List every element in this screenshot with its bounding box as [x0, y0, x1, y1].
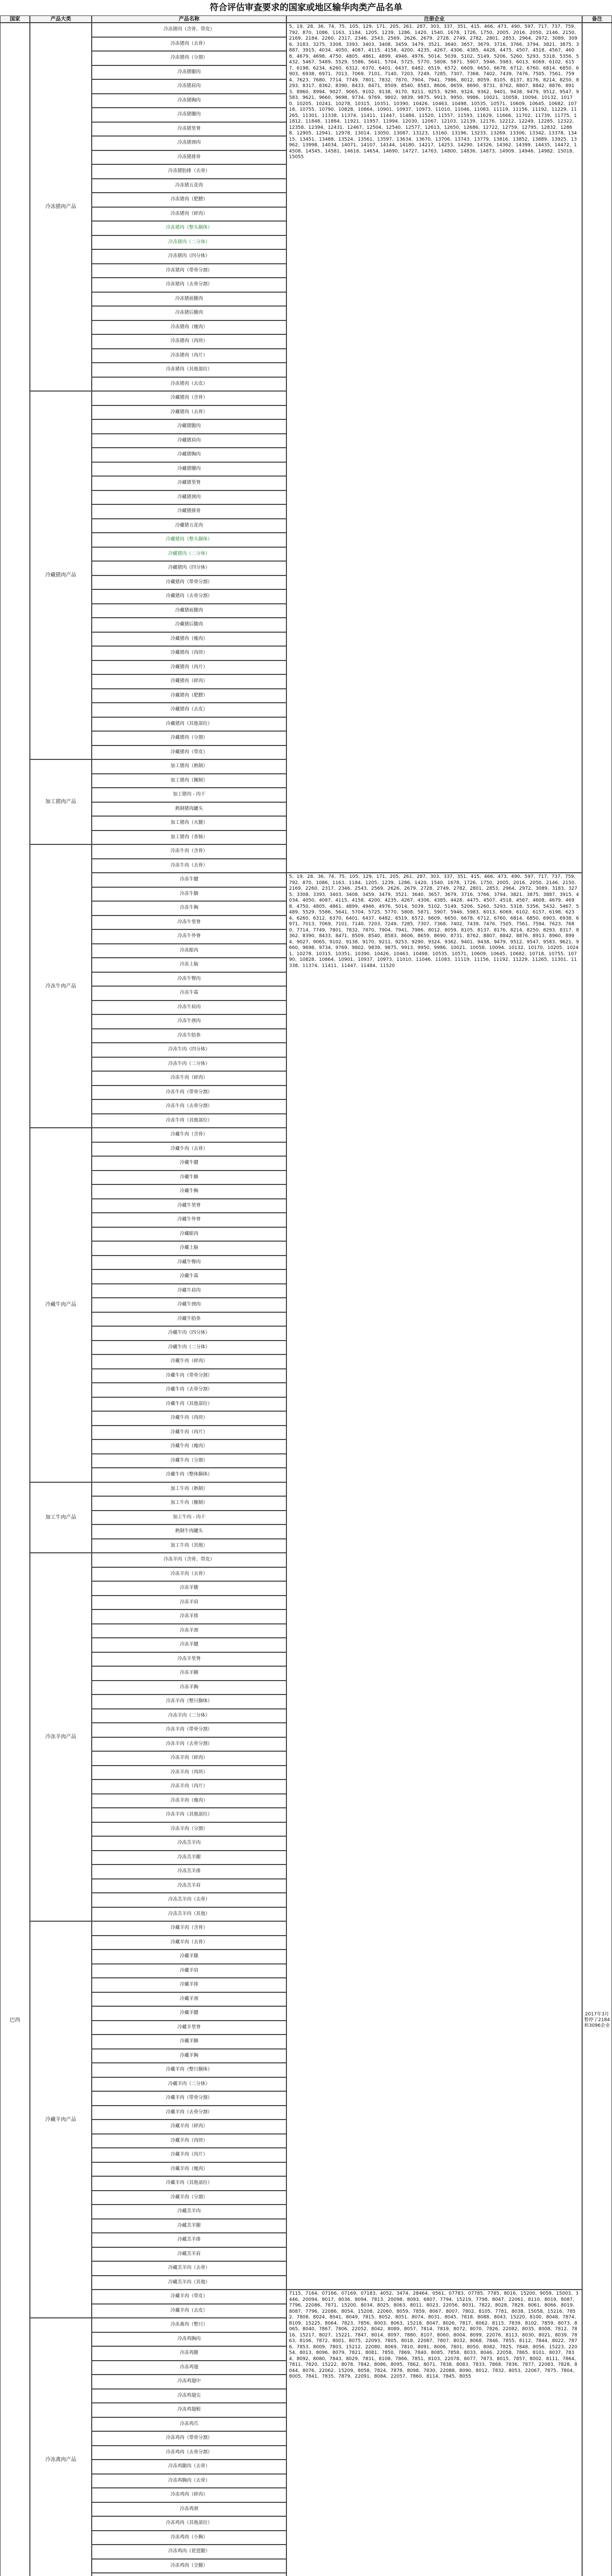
product-name-cell: 冷冻猪肋排（去骨）: [92, 164, 286, 179]
product-name-cell: 冷冻牛肩肉: [92, 1001, 286, 1015]
product-name-cell: 冷冻羔羊排: [92, 1865, 286, 1879]
product-name-cell: 冷冻猪胸肉: [92, 94, 286, 108]
product-name-cell: 冷冻羊腿: [92, 1581, 286, 1596]
category-cell: 冷冻牛肉产品: [30, 844, 92, 1128]
product-name-cell: 冷冻鸡翅尖: [92, 2389, 286, 2403]
product-name-cell: 冷藏羊肉（去骨）: [92, 1936, 286, 1950]
product-name-cell: 冷冻猪肉（肉块）: [92, 334, 286, 349]
product-name-cell: 冷藏猪肉（带皮）: [92, 745, 286, 760]
product-name-cell: [92, 2573, 286, 2576]
product-name-cell: 冷藏羊排: [92, 1978, 286, 1992]
product-name-cell: 冷藏羊肉（碎肉）: [92, 2120, 286, 2134]
product-name-cell: 冷冻羊腱: [92, 1638, 286, 1652]
product-name-cell: 冷冻猪五花肉: [92, 179, 286, 193]
product-name-cell: 冷冻猪腰肉: [92, 108, 286, 122]
product-name-cell: 冷冻猪里脊: [92, 122, 286, 137]
product-name-cell: 冷冻牛外脊: [92, 929, 286, 944]
product-name-cell: 冷藏猪肉（整头胴体）: [92, 533, 286, 547]
product-name-cell: 冷藏牛肉（含骨）: [92, 1128, 286, 1142]
product-name-cell: 冷冻羔羊腿: [92, 1851, 286, 1865]
product-name-cell: 冷藏猪肉（瘦肉）: [92, 632, 286, 647]
product-name-cell: 冷藏羊腿: [92, 1950, 286, 1964]
category-cell: 加工牛肉产品: [30, 1482, 92, 1553]
product-name-cell: 冷藏羊肩: [92, 1964, 286, 1978]
product-name-cell: 冷藏猪肩肉: [92, 434, 286, 448]
product-name-cell: 冷藏牛臀肉: [92, 1256, 286, 1270]
product-name-cell: 冷冻羊肉（其他部位）: [92, 1808, 286, 1822]
product-name-cell: 冷藏羊腩: [92, 2035, 286, 2049]
product-name-cell: 冷藏猪肉（带骨分割）: [92, 575, 286, 590]
product-name-cell: 冷藏牛肉（去骨）: [92, 1142, 286, 1157]
product-name-cell: 加工牛肉（腌制）: [92, 1496, 286, 1511]
product-name-cell: 冷冻猪肉（肥膘）: [92, 193, 286, 207]
product-name-cell: 冷冻牛腩: [92, 887, 286, 902]
product-name-cell: 加工牛肉（其他）: [92, 1539, 286, 1553]
product-name-cell: 冷冻猪肉（肉片）: [92, 349, 286, 363]
product-name-cell: 冷藏牛肩肉: [92, 1284, 286, 1298]
product-name-cell: 冷冻羊肉（带骨分割）: [92, 1723, 286, 1737]
product-name-cell: 冷冻牛肉（含骨）: [92, 844, 286, 859]
product-name-cell: 冷冻羔羊肉: [92, 1836, 286, 1851]
product-name-cell: 冷藏羊颈: [92, 1992, 286, 2007]
product-name-cell: 冷藏猪肉（去皮）: [92, 703, 286, 717]
product-name-cell: 冷藏羊肉（带骨分割）: [92, 2091, 286, 2106]
category-cell: 冷冻禽肉产品: [30, 2318, 92, 2576]
product-name-cell: 冷冻羊腩: [92, 1666, 286, 1681]
product-name-cell: 熟制牛肉罐头: [92, 1524, 286, 1539]
product-name-cell: 冷冻猪排骨: [92, 150, 286, 165]
product-name-cell: 加工猪肉（熟制）: [92, 759, 286, 774]
category-cell: 加工猪肉产品: [30, 759, 92, 844]
product-name-cell: 冷冻猪颈肉: [92, 136, 286, 150]
product-name-cell: 冷冻羔羊肉（其他）: [92, 1907, 286, 1922]
product-name-cell: 冷藏猪肉（含骨）: [92, 391, 286, 405]
product-name-cell: 冷藏猪前腿肉: [92, 604, 286, 618]
product-name-cell: 冷藏猪里脊: [92, 476, 286, 490]
product-name-cell: 冷冻猪肉（整头胴体）: [92, 221, 286, 235]
product-name-cell: 冷藏羔羊排: [92, 2233, 286, 2247]
category-cell: 冷冻猪肉产品: [30, 23, 92, 391]
product-name-cell: 冷藏羊肉（其他部位）: [92, 2176, 286, 2191]
product-name-cell: 冷冻牛肉（碎肉）: [92, 1071, 286, 1086]
product-name-cell: 冷藏猪胸肉: [92, 448, 286, 462]
product-name-cell: 冷藏猪肉（分割）: [92, 731, 286, 745]
product-name-cell: 冷藏羊里脊: [92, 2021, 286, 2035]
product-name-cell: 冷冻鸡腿: [92, 2346, 286, 2361]
product-name-cell: 冷藏牛腱: [92, 1156, 286, 1171]
product-name-cell: 冷藏猪肉（肉片）: [92, 660, 286, 675]
product-name-cell: 冷藏猪肉（去骨）: [92, 405, 286, 420]
product-name-cell: 冷藏牛肉（去骨分割）: [92, 1383, 286, 1397]
product-name-cell: 冷藏羊肉（去骨分割）: [92, 2106, 286, 2120]
product-name-cell: 冷藏羊肉（二分体）: [92, 2077, 286, 2092]
product-name-cell: 冷藏牛肉（肉块）: [92, 1411, 286, 1426]
product-name-cell: 冷冻猪肉（其他部位）: [92, 363, 286, 377]
product-name-cell: 冷藏猪五花肉: [92, 519, 286, 533]
product-name-cell: 冷藏猪颈肉: [92, 490, 286, 505]
product-name-cell: 冷冻羊胸: [92, 1681, 286, 1695]
product-name-cell: 冷藏羔羊肉（去骨）: [92, 2261, 286, 2276]
category-cell: 冷藏羊肉产品: [30, 1921, 92, 2318]
product-name-cell: 冷藏牛肉（瘦肉）: [92, 1439, 286, 1454]
product-name-cell: 冷冻鸡肉（去骨分割）: [92, 2446, 286, 2460]
product-name-cell: 冷冻羊肩: [92, 1596, 286, 1610]
product-name-cell: 冷冻牛肉（其他部位）: [92, 1114, 286, 1128]
product-name-cell: 冷冻鸡肉（全腿）: [92, 2559, 286, 2573]
product-name-cell: 冷冻鸡肉（碎肉）: [92, 2488, 286, 2502]
product-name-cell: 冷藏羊肉（分割）: [92, 2191, 286, 2205]
product-name-cell: 冷藏羔羊腿: [92, 2219, 286, 2233]
category-cell: 冷藏猪肉产品: [30, 391, 92, 759]
product-name-cell: 冷藏猪肉（四分体）: [92, 561, 286, 575]
product-name-cell: 冷冻牛霖: [92, 986, 286, 1001]
enterprise-codes-cell: 5、19、28、36、74、75、105、129、171、205、261、287、303、337、351、415、466、473、490、597、717、737、759、792、870、1086、1163、1184、1205、1239、1286、1420、1540、1678、1726、1750、2005、2016、2050、2146、2150、2169、2260、2317、2346、2543、2569、2626、2679、2728、2749、2782、2801、2853、2964、2972、3089、3183、3275、3308、3393、3403、3408、3459、3479、3521、3640、3657、3679、3716、3766、3794、3821、3875、3887、3915、4034、4050、4087、4115、4158、4200、4235、4267、4306、4385、4428、4475、4507、4518、4567、4608、4679、4698、4750、4805、4861、4899、4946、4976、5014、5039、5102、5149、5206、5260、5293、5318、5356、5432、5467、5489、5529、5586、5641、5704、5725、5770、5808、5871、5907、5946、5983、6013、6069、6102、6157、6198、6234、6260、6312、6370、6401、6437、6482、6519、6572、6609、6650、6678、6712、6760、6814、6850、6903、6938、6971、7013、7069、7101、7140、7203、7249、7285、7307、7368、7402、7439、7476、7505、7561、7594、7623、7680、7714、7749、7801、7832、7870、7904、7941、7986、8012、8059、8105、8137、8176、8214、8250、8293、8317、8362、8390、8433、8471、8509、8540、8583、8606、8659、8690、8731、8762、8807、8842、8876、8913、8960、8994、9027、9065、9102、9138、9170、9211、9253、9290、9324、9362、9401、9438、9479、9512、9547、9583、9621、9660、9698、9734、9769、9802、9839、9875、9913、9950、9986、10021、10058、10094、10132、10170、10205、10241、10278、10315、10351、10390、10426、10463、10498、10535、10571、10609、10645、10682、10718、10755、10790、10828、10864、10901、10937、10973、11010、11046、11083、11119、11156、11192、11229、11265、11301、11338、11374、11411、11447、11484、11520: [286, 873, 582, 2290]
header-product-category: 产品大类: [30, 15, 92, 23]
product-name-cell: 冷藏猪腿肉: [92, 419, 286, 434]
product-name-cell: 冷藏眼肉: [92, 1227, 286, 1242]
remark-cell: 2017年3月暂停了2184和3096企业: [582, 23, 612, 2576]
product-name-cell: 冷冻鸡胸肉: [92, 2332, 286, 2347]
product-name-cell: 冷冻鸡肉（带骨分割）: [92, 2431, 286, 2446]
product-name-cell: 冷藏羊肉（去皮）: [92, 2304, 286, 2318]
product-name-cell: 加工牛肉（熟制）: [92, 1482, 286, 1497]
category-cell: 冷藏牛肉产品: [30, 1128, 92, 1482]
product-name-cell: 冷藏牛肉（肉片）: [92, 1426, 286, 1440]
product-name-cell: 冷藏羔羊肩: [92, 2247, 286, 2262]
product-name-cell: 加工猪肉（腌制）: [92, 774, 286, 788]
product-name-cell: 冷冻牛胸: [92, 901, 286, 916]
product-name-cell: 冷冻牛肉（二分体）: [92, 1057, 286, 1072]
product-name-cell: 冷藏猪排骨: [92, 504, 286, 519]
product-name-cell: 冷藏羊腱: [92, 2006, 286, 2021]
product-name-cell: 冷藏牛肉（整体胴体）: [92, 1468, 286, 1482]
product-name-cell: 冷冻牛腱: [92, 873, 286, 887]
product-name-cell: 冷藏牛肉（带骨分割）: [92, 1369, 286, 1383]
product-name-cell: 冷冻羊肉（瘦肉）: [92, 1794, 286, 1808]
page-title: 符合评估审查要求的国家或地区输华肉类产品名单: [210, 3, 402, 13]
product-name-cell: 冷藏上脑: [92, 1241, 286, 1256]
product-name-cell: 冷冻鸡翅: [92, 2361, 286, 2375]
product-name-cell: 冷冻羊肉（分割）: [92, 1822, 286, 1837]
product-name-cell: 冷冻鸡肉（小胸）: [92, 2531, 286, 2545]
product-name-cell: 冷冻羊肉（碎肉）: [92, 1751, 286, 1766]
product-name-cell: 冷藏猪肉（其他部位）: [92, 717, 286, 732]
product-name-cell: 冷冻猪肉（二分体）: [92, 235, 286, 250]
product-name-cell: 冷藏羊肉（瘦肉）: [92, 2162, 286, 2177]
product-name-cell: 熟制猪肉罐头: [92, 802, 286, 817]
enterprise-codes-cell: 5、19、28、36、74、75、105、129、171、205、261、287、303、337、351、415、466、473、490、597、717、737、759、792、870、1086、1163、1184、1205、1239、1286、1420、1540、1678、1726、1750、2005、2016、2050、2146、2150、2169、2184、2260、2317、2346、2543、2569、2626、2679、2728、2749、2782、2801、2853、2964、2972、3089、3096、3183、3275、3308、3393、3403、3408、3459、3479、3521、3640、3657、3679、3716、3766、3794、3821、3875、3887、3915、4034、4050、4087、4115、4158、4200、4235、4267、4306、4385、4428、4475、4507、4518、4567、4608、4679、4698、4750、4805、4861、4899、4946、4976、5014、5039、5102、5149、5206、5260、5293、5318、5356、5432、5467、5489、5529、5586、5641、5704、5725、5770、5808、5871、5907、5946、5983、6013、6069、6102、6157、6198、6234、6260、6312、6370、6401、6437、6482、6519、6572、6609、6650、6678、6712、6760、6814、6850、6903、6938、6971、7013、7069、7101、7140、7203、7249、7285、7307、7368、7402、7439、7476、7505、7561、7594、7623、7680、7714、7749、7801、7832、7870、7904、7941、7986、8012、8059、8105、8137、8176、8214、8250、8293、8317、8362、8390、8433、8471、8509、8540、8583、8606、8659、8690、8731、8762、8807、8842、8876、8913、8960、8994、9027、9065、9102、9138、9170、9211、9253、9290、9324、9362、9401、9438、9479、9512、9547、9583、9621、9660、9698、9734、9769、9802、9839、9875、9913、9950、9986、10021、10058、10094、10132、10170、10205、10241、10278、10315、10351、10390、10426、10463、10498、10535、10571、10609、10645、10682、10718、10755、10790、10828、10864、10901、10937、10973、11010、11046、11083、11119、11156、11192、11229、11265、11301、11338、11374、11411、11447、11484、11520、11557、11593、11629、11666、11702、11739、11775、11812、11848、11884、11921、11957、11994、12030、12067、12103、12139、12176、12212、12249、12285、12322、12358、12394、12431、12467、12504、12540、12577、12613、12650、12686、12722、12759、12795、12832、12868、12905、12941、12978、13014、13050、13087、13123、13160、13196、13233、13269、13306、13342、13378、13415、13451、13488、13524、13561、13597、13634、13670、13706、13743、13779、13816、13852、13889、13925、13962、13998、14034、14071、14107、14144、14180、14217、14253、14290、14326、14362、14399、14435、14472、14508、14545、14581、14618、14654、14690、14727、14763、14800、14836、14873、14909、14946、14982、15018、15055: [286, 23, 582, 873]
product-name-cell: 冷冻羔羊肩: [92, 1879, 286, 1893]
product-name-cell: 冷冻猪肉（去骨）: [92, 37, 286, 52]
product-name-cell: 冷冻牛肋条: [92, 1029, 286, 1043]
product-name-cell: 冷冻羊里脊: [92, 1652, 286, 1667]
product-name-cell: 冷冻羊肉（去骨分割）: [92, 1737, 286, 1752]
product-name-cell: 加工猪肉（火腿）: [92, 816, 286, 831]
product-name-cell: 冷冻牛里脊: [92, 916, 286, 930]
product-name-cell: 冷冻羊肉（去骨）: [92, 1567, 286, 1582]
product-name-cell: 冷冻猪肉（去骨分割）: [92, 278, 286, 292]
product-name-cell: 冷冻鸡胸肉（去骨）: [92, 2474, 286, 2488]
product-name-cell: 冷冻禽肉（整只）: [92, 2318, 286, 2332]
product-name-cell: 冷冻猪前腿肉: [92, 292, 286, 307]
product-name-cell: 冷冻猪腿肉: [92, 65, 286, 80]
product-name-cell: 冷冻鸡爪: [92, 2417, 286, 2432]
product-name-cell: 冷藏羊肉（肉片）: [92, 2148, 286, 2162]
product-name-cell: 加工猪肉 - 肉干: [92, 788, 286, 802]
product-name-cell: 冷藏羔羊肉（其他）: [92, 2276, 286, 2290]
product-name-cell: 冷冻猪肉（含骨、带皮）: [92, 23, 286, 37]
product-name-cell: 冷冻鸡翅根: [92, 2403, 286, 2417]
product-name-cell: 冷冻猪肉（带骨分割）: [92, 264, 286, 278]
product-name-cell: 冷冻猪肉（碎肉）: [92, 207, 286, 222]
enterprise-codes-cell: 7115、7164、07166、07169、07183、4052、3474、28464、0561、07783、07785、7785、8016、15200、9059、15003、3446、20094、8017、8036、8094、7813、20098、8093、6807、7794、15219、7798、8047、22061、8110、8019、8087、7796、22086、7871、15200、8034、8025、8063、8011、8023、22056、8031、7822、8028、7829、8061、8066、8019、8087、7796、22086、8054、15208、22060、8059、7859、8067、8007、7802、8105、7781、8038、15058、15216、7852、7808、8024、8041、8049、7815、8052、8051、8074、8031、8045、7818、8088、8043、15220、8100、8048、7874、8109、15225、8064、7823、7856、8003、8063、15218、8047、8026、7817、8062、8115、7839、8102、7859、8073、8065、8040、7867、7806、22052、8042、8089、8057、7814、7819、8072、8070、7826、22082、8035、8008、7812、7816、15217、8027、15221、7847、8014、8097、7880、8107、8060、8004、8099、22076、8113、8030、8021、8039、7863、8106、7872、8001、8075、22093、7805、8018、22087、7807、8032、8068、7846、7855、8112、7844、8022、7876、7853、8009、7803、15212、22080、8069、7810、8091、8006、7801、8050、8082、7825、7848、8056、15223、22054、8013、8096、8079、7821、8081、7850、7869、7840、8085、7858、8033、8046、22058、7865、8101、8037、7834、8092、8080、7843、8029、7831、8108、7866、7851、8103、22078、8077、7873、8015、7857、8002、8111、7864、7811、7820、15222、8078、7842、8086、8095、7862、8071、7838、8083、7833、7868、7836、7877、22083、7828、8044、8076、22062、15209、8058、7824、7878、8098、7830、22088、8090、8012、7832、8053、22067、7875、7804、8005、7841、7835、7879、22091、8084、22057、7860、8114、7845、8055: [286, 2290, 582, 2576]
product-name-cell: 冷藏羊肉（含骨）: [92, 1921, 286, 1936]
product-name-cell: 冷冻鸡肉（其他部位）: [92, 2516, 286, 2531]
header-approved-enterprises: 注册企业: [286, 15, 582, 23]
product-name-cell: 冷藏牛肉（二分体）: [92, 1341, 286, 1355]
country-cell: 巴西: [0, 23, 30, 2576]
product-name-cell: 冷冻猪肩肉: [92, 79, 286, 94]
product-name-cell: 冷冻猪肉（四分体）: [92, 249, 286, 264]
product-name-cell: 冷藏猪肉（二分体）: [92, 547, 286, 562]
product-name-cell: 冷藏牛外脊: [92, 1213, 286, 1227]
product-name-cell: 冷冻牛肉（四分体）: [92, 1043, 286, 1057]
product-name-cell: 冷冻羊颈: [92, 1624, 286, 1638]
product-name-cell: 冷冻羊排: [92, 1609, 286, 1624]
product-name-cell: 冷藏猪后腿肉: [92, 618, 286, 632]
product-name-cell: 冷冻鸡肉（琵琶腿）: [92, 2545, 286, 2559]
product-name-cell: 冷冻鸡腿肉（去骨）: [92, 2460, 286, 2474]
product-name-cell: 冷藏猪肉（肉块）: [92, 646, 286, 660]
product-name-cell: 冷藏牛胸: [92, 1184, 286, 1199]
product-name-cell: 冷藏牛肋条: [92, 1312, 286, 1327]
product-name-cell: 冷冻牛肉（去骨分割）: [92, 1099, 286, 1114]
product-name-cell: 冷藏牛里脊: [92, 1199, 286, 1213]
product-name-cell: 冷冻羊肉（含骨、带皮）: [92, 1553, 286, 1567]
product-name-cell: 冷冻羊肉（二分体）: [92, 1709, 286, 1723]
product-name-cell: 冷冻鸡颈: [92, 2502, 286, 2517]
product-name-cell: 冷冻羊肉（整只胴体）: [92, 1694, 286, 1709]
product-name-cell: 冷冻猪肉（去皮）: [92, 377, 286, 392]
product-name-cell: 冷冻猪肉（分割）: [92, 51, 286, 65]
product-name-cell: 冷藏猪肉（去骨分割）: [92, 589, 286, 604]
header-country: 国家: [0, 15, 30, 23]
product-name-cell: 冷藏羊肉（整只胴体）: [92, 2063, 286, 2077]
product-name-cell: 冷藏牛肉（其他部位）: [92, 1397, 286, 1412]
product-name-cell: 冷藏羊肉（带皮）: [92, 2290, 286, 2304]
product-name-cell: 冷藏牛肉（碎肉）: [92, 1354, 286, 1369]
product-name-cell: 冷藏牛霖: [92, 1269, 286, 1284]
product-name-cell: 冷冻上脑: [92, 958, 286, 972]
header-remark: 备注: [582, 15, 612, 23]
product-name-cell: 冷冻猪肉（瘦肉）: [92, 320, 286, 335]
product-name-cell: 冷藏牛腩: [92, 1171, 286, 1185]
product-name-cell: 冷冻牛颈肉: [92, 1014, 286, 1029]
product-name-cell: 冷冻羊肉（肉块）: [92, 1766, 286, 1780]
product-name-cell: 冷冻眼肉: [92, 944, 286, 958]
product-name-cell: 冷冻羔羊肉（去骨）: [92, 1893, 286, 1907]
product-name-cell: 冷冻牛肉（去骨）: [92, 859, 286, 873]
product-name-cell: 冷藏牛肉（分割）: [92, 1454, 286, 1468]
product-name-cell: 冷冻牛肉（带骨分割）: [92, 1086, 286, 1100]
product-name-cell: 冷藏牛颈肉: [92, 1298, 286, 1312]
product-name-cell: 冷冻牛臀肉: [92, 972, 286, 987]
category-cell: 冷冻羊肉产品: [30, 1553, 92, 1921]
product-name-cell: 冷藏猪肉（碎肉）: [92, 674, 286, 689]
product-name-cell: 冷藏羔羊肉: [92, 2205, 286, 2219]
product-name-cell: 冷冻鸡翅中: [92, 2375, 286, 2389]
product-name-cell: 冷藏猪肉（肥膘）: [92, 689, 286, 703]
product-name-cell: 加工猪肉（香肠）: [92, 831, 286, 845]
product-name-cell: 冷藏羊胸: [92, 2049, 286, 2063]
product-name-cell: 冷冻羊肉（肉片）: [92, 1780, 286, 1794]
product-name-cell: 冷藏猪腰肉: [92, 462, 286, 477]
product-name-cell: 冷藏牛肉（四分体）: [92, 1326, 286, 1341]
product-name-cell: 加工牛肉 - 肉干: [92, 1511, 286, 1525]
product-name-cell: 冷冻猪后腿肉: [92, 306, 286, 320]
header-product-name: 产品名称: [92, 15, 286, 23]
product-name-cell: 冷藏羊肉（肉块）: [92, 2134, 286, 2148]
